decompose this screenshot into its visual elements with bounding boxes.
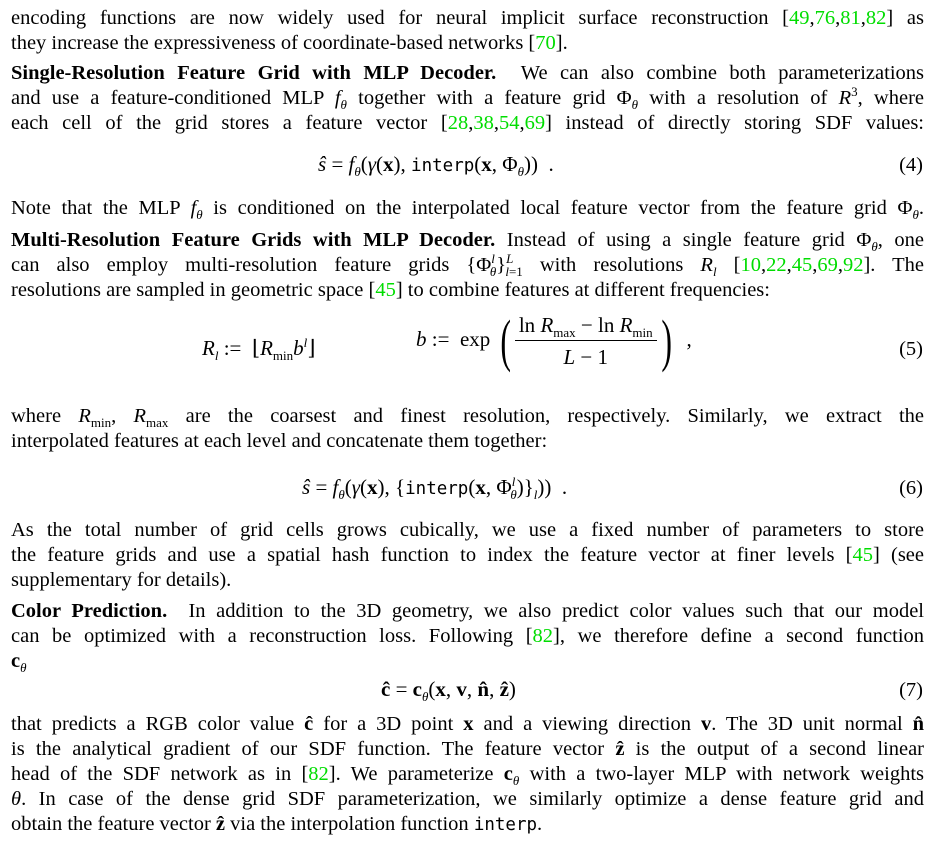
text-line: each cell of the grid stores a feature vector [28,38,54,69] instead of directly storing SDF values:	[11, 112, 924, 134]
citation-link[interactable]: 45	[791, 254, 813, 276]
section-heading: Color Prediction.	[11, 600, 168, 622]
text-line: they increase the expressiveness of coordinate-based networks [70].	[11, 32, 568, 54]
text-line: θ. In case of the dense grid SDF parameterization, we similarly optimize a dense feature grid and	[11, 788, 924, 810]
citation-link[interactable]: 70	[535, 32, 556, 54]
citation-link[interactable]: 10	[740, 254, 761, 276]
text-line: As the total number of grid cells grows cubically, we use a fixed number of parameters to store	[11, 519, 924, 541]
citation-link[interactable]: 76	[814, 7, 836, 29]
section-heading: Single-Resolution Feature Grid with MLP Decoder.	[11, 62, 497, 84]
equation-5-resolution: $R_l$ := $⌊R_{min}b^l⌋$	[202, 335, 316, 364]
text-line: and use a feature-conditioned MLP $f_\theta$ together with a feature grid $\Phi_\theta$ with a resolution of $R^3$, where	[11, 84, 924, 113]
citation-link[interactable]: 81	[840, 7, 861, 29]
text-line: is the analytical gradient of our SDF function. The feature vector ẑ is the output of a second linear	[11, 738, 925, 760]
citation-link[interactable]: 54	[498, 112, 520, 134]
equation-7: ĉ = $c_\theta(x$, v, n̂, ẑ)	[381, 677, 516, 705]
text-line: interpolated features at each level and concatenate them together:	[11, 430, 548, 452]
citation-link[interactable]: 92	[842, 254, 864, 276]
citation-link[interactable]: 38	[473, 112, 494, 134]
text-line: that predicts a RGB color value ĉ for a 3D point x and a viewing direction v. The 3D unit normal n̂	[11, 713, 925, 735]
citation-link[interactable]: 45	[852, 544, 873, 566]
section-heading: Multi-Resolution Feature Grids with MLP Decoder.	[11, 229, 496, 251]
text-line: can also employ multi-resolution feature grids $\{\Phi^l_\theta\}^L_{l=1}$ with resolutions $R_l$ [10,22,45,69,92]. The	[11, 251, 925, 280]
citation-link[interactable]: 69	[817, 254, 838, 276]
text-line: obtain the feature vector ẑ via the interpolation function interp.	[11, 813, 543, 835]
text-line: can be optimized with a reconstruction loss. Following [82], we therefore define a second function	[11, 625, 925, 647]
citation-link[interactable]: 49	[789, 7, 810, 29]
text-line: Multi-Resolution Feature Grids with MLP Decoder. Instead of using a single feature grid $\Phi_\theta$, one	[11, 229, 924, 255]
text-line: supplementary for details).	[11, 569, 232, 591]
equation-6: ŝ = $f_\theta(\gamma(x)$, {interp(x, $\Phi^l_\theta)\}_l$)) .	[302, 474, 568, 503]
citation-link[interactable]: 69	[524, 112, 546, 134]
citation-link[interactable]: 82	[308, 763, 329, 785]
equation-5-base: b := exp ( $\frac{\ln R_{max} - \ln R_{min}}{L - 1}$ ) ,	[416, 308, 692, 373]
citation-link[interactable]: 28	[447, 112, 469, 134]
equation-number: (4)	[899, 154, 923, 176]
equation-number: (6)	[899, 477, 923, 499]
citation-link[interactable]: 82	[865, 7, 887, 29]
text-line: head of the SDF network as in [82]. We parameterize $c_\theta$ with a two-layer MLP with network weights	[11, 763, 925, 789]
text-line: the feature grids and use a spatial hash function to index the feature vector at finer levels [45] (see	[11, 544, 924, 566]
text-line: where $R_{min}$, $R_{max}$ are the coarsest and finest resolution, respectively. Similarly, we extract the	[11, 405, 925, 431]
citation-link[interactable]: 22	[766, 254, 787, 276]
equation-number: (5)	[899, 338, 923, 360]
text-line: Single-Resolution Feature Grid with MLP Decoder. We can also combine both parameterizations	[11, 62, 925, 84]
equation-number: (7)	[899, 679, 923, 701]
text-line: encoding functions are now widely used for neural implicit surface reconstruction [49,76,81,82] as	[11, 7, 924, 29]
citation-link[interactable]: 82	[532, 625, 554, 647]
text-line: $c_\theta$	[11, 650, 27, 676]
text-line: Color Prediction. In addition to the 3D geometry, we also predict color values such that our model	[11, 600, 925, 622]
text-line: Note that the MLP $f_\theta$ is conditioned on the interpolated local feature vector from the feature grid $\Phi_\theta$.	[11, 197, 925, 223]
citation-link[interactable]: 45	[375, 279, 396, 301]
equation-4: ŝ = $f_\theta(\gamma(x)$, interp(x, $\Phi_\theta$)) .	[318, 152, 554, 180]
text-line: resolutions are sampled in geometric space [45] to combine features at different frequencies:	[11, 279, 770, 301]
